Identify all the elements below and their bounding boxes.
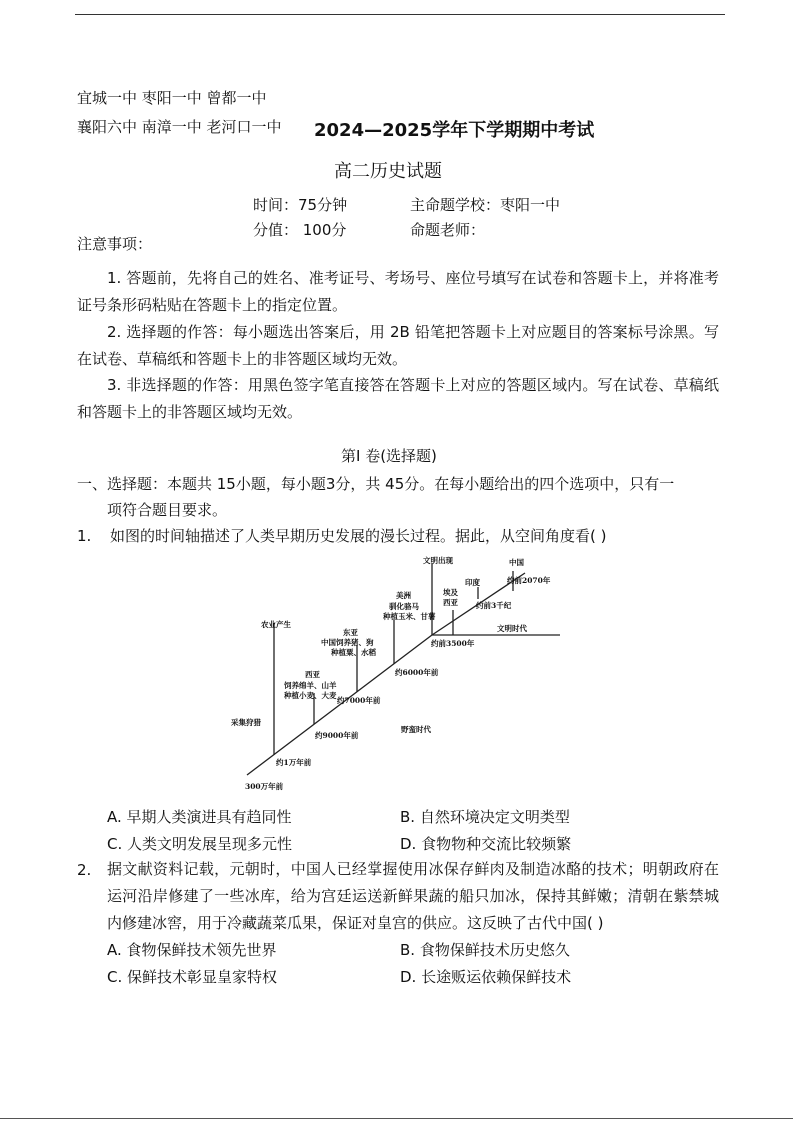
question-1-option-a: A. 早期人类演进具有趋同性 — [107, 808, 292, 826]
note-item — [77, 319, 719, 373]
exam-score: 分值： 100分 — [253, 221, 347, 239]
label-yue6000: 约6000年前 — [395, 668, 439, 677]
label-dongya: 东亚 — [343, 628, 358, 637]
question-2-option-b: B. 食物保鲜技术历史悠久 — [400, 941, 570, 959]
label-zhongguo: 中国 — [509, 558, 524, 567]
label-wenming-shidai: 文明时代 — [497, 624, 527, 633]
label-siyang-my: 饲养绵羊、山羊 — [284, 681, 337, 690]
note-item — [77, 372, 719, 426]
notes-heading: 注意事项： — [77, 235, 153, 253]
bottom-rule — [0, 1118, 793, 1119]
label-siyang: 中国饲养猪、狗 — [321, 638, 374, 647]
question-2-stem: 据文献资料记载，元朝时，中国人已经掌握使用冰保存鲜肉及制造冰酪的技术；明朝政府在运河沿岸修建了一些冰库，给为宫廷运送新鲜果蔬的船只加冰，保持其鲜嫩；清朝在紫禁城内修建冰窖，用于冷藏蔬菜瓜果，保证对皇宫的供应。这反映了古代中国( ) — [107, 860, 719, 932]
label-yue9000: 约9000年前 — [315, 731, 359, 740]
question-2-option-c: C. 保鲜技术彰显皇家特权 — [107, 968, 278, 986]
label-xiya2: 西亚 — [305, 670, 320, 679]
label-yeman: 野蛮时代 — [401, 725, 431, 734]
label-yue2070: 约前2070年 — [507, 576, 551, 585]
question-1-option-c: C. 人类文明发展呈现多元性 — [107, 835, 293, 853]
section-intro-line-2: 项符合题目要求。 — [107, 501, 228, 519]
question-2-number: 2. — [77, 861, 92, 879]
section-intro-line-1: 一、选择题：本题共 15小题，每小题3分，共 45分。在每小题给出的四个选项中，只有一 — [77, 475, 675, 493]
note-item-2-text: 2. 选择题的作答：每小题选出答案后，用 2B 铅笔把答题卡上对应题目的答案标号涂黑。写在试卷、草稿纸和答题卡上的非答题区域均无效。 — [77, 323, 719, 368]
label-meizhou: 美洲 — [396, 591, 411, 600]
subject-title: 高二历史试题 — [334, 161, 442, 182]
timeline-figure — [225, 553, 575, 793]
label-zhongzhi-shudao: 种植粟、水稻 — [331, 648, 376, 657]
label-zhongzhi-ym: 种植玉米、甘薯 — [383, 612, 436, 621]
schools-line-1: 宜城一中 枣阳一中 曾都一中 — [77, 89, 267, 107]
label-caiji: 采集狩猎 — [231, 718, 261, 727]
label-yue3500: 约前3500年 — [431, 639, 475, 648]
label-wenming-chuxian: 文明出现 — [423, 556, 453, 565]
schools-line-2: 襄阳六中 南漳一中 老河口一中 — [77, 118, 282, 136]
exam-title: 2024—2025学年下学期期中考试 — [314, 120, 595, 141]
label-yue300wan: 300万年前 — [245, 782, 284, 791]
exam-time: 时间：75分钟 — [253, 196, 348, 214]
label-yue7000: 约7000年前 — [337, 696, 381, 705]
label-xiya: 西亚 — [443, 598, 458, 607]
note-item — [77, 265, 719, 319]
question-1-option-d: D. 食物物种交流比较频繁 — [400, 835, 572, 853]
label-yindu: 印度 — [465, 578, 480, 587]
label-yue3qianji: 约前3千纪 — [476, 601, 512, 610]
note-item-3-text: 3. 非选择题的作答：用黑色签字笔直接答在答题卡上对应的答题区域内。写在试卷、草稿纸和答题卡上的非答题区域均无效。 — [77, 376, 719, 421]
label-aiji: 埃及 — [443, 588, 458, 597]
question-2-option-a: A. 食物保鲜技术领先世界 — [107, 941, 277, 959]
note-item-1-text: 1. 答题前，先将自己的姓名、准考证号、考场号、座位号填写在试卷和答题卡上，并将准考证号条形码粘贴在答题卡上的指定位置。 — [77, 269, 719, 314]
top-rule — [75, 14, 725, 15]
question-1-number: 1. — [77, 527, 92, 545]
question-teacher: 命题老师： — [410, 221, 486, 239]
label-nongye: 农业产生 — [261, 620, 291, 629]
question-2-option-d: D. 长途贩运依赖保鲜技术 — [400, 968, 572, 986]
question-1-stem: 如图的时间轴描述了人类早期历史发展的漫长过程。据此，从空间角度看( ) — [110, 527, 607, 545]
section-title: 第Ⅰ 卷(选择题) — [341, 447, 437, 465]
label-zhongzhi-xm: 种植小麦、大麦 — [284, 691, 337, 700]
label-xunhua: 驯化骆马 — [389, 602, 419, 611]
label-yue1wan: 约1万年前 — [276, 758, 312, 767]
question-1-option-b: B. 自然环境决定文明类型 — [400, 808, 570, 826]
lead-school: 主命题学校：枣阳一中 — [410, 196, 561, 214]
